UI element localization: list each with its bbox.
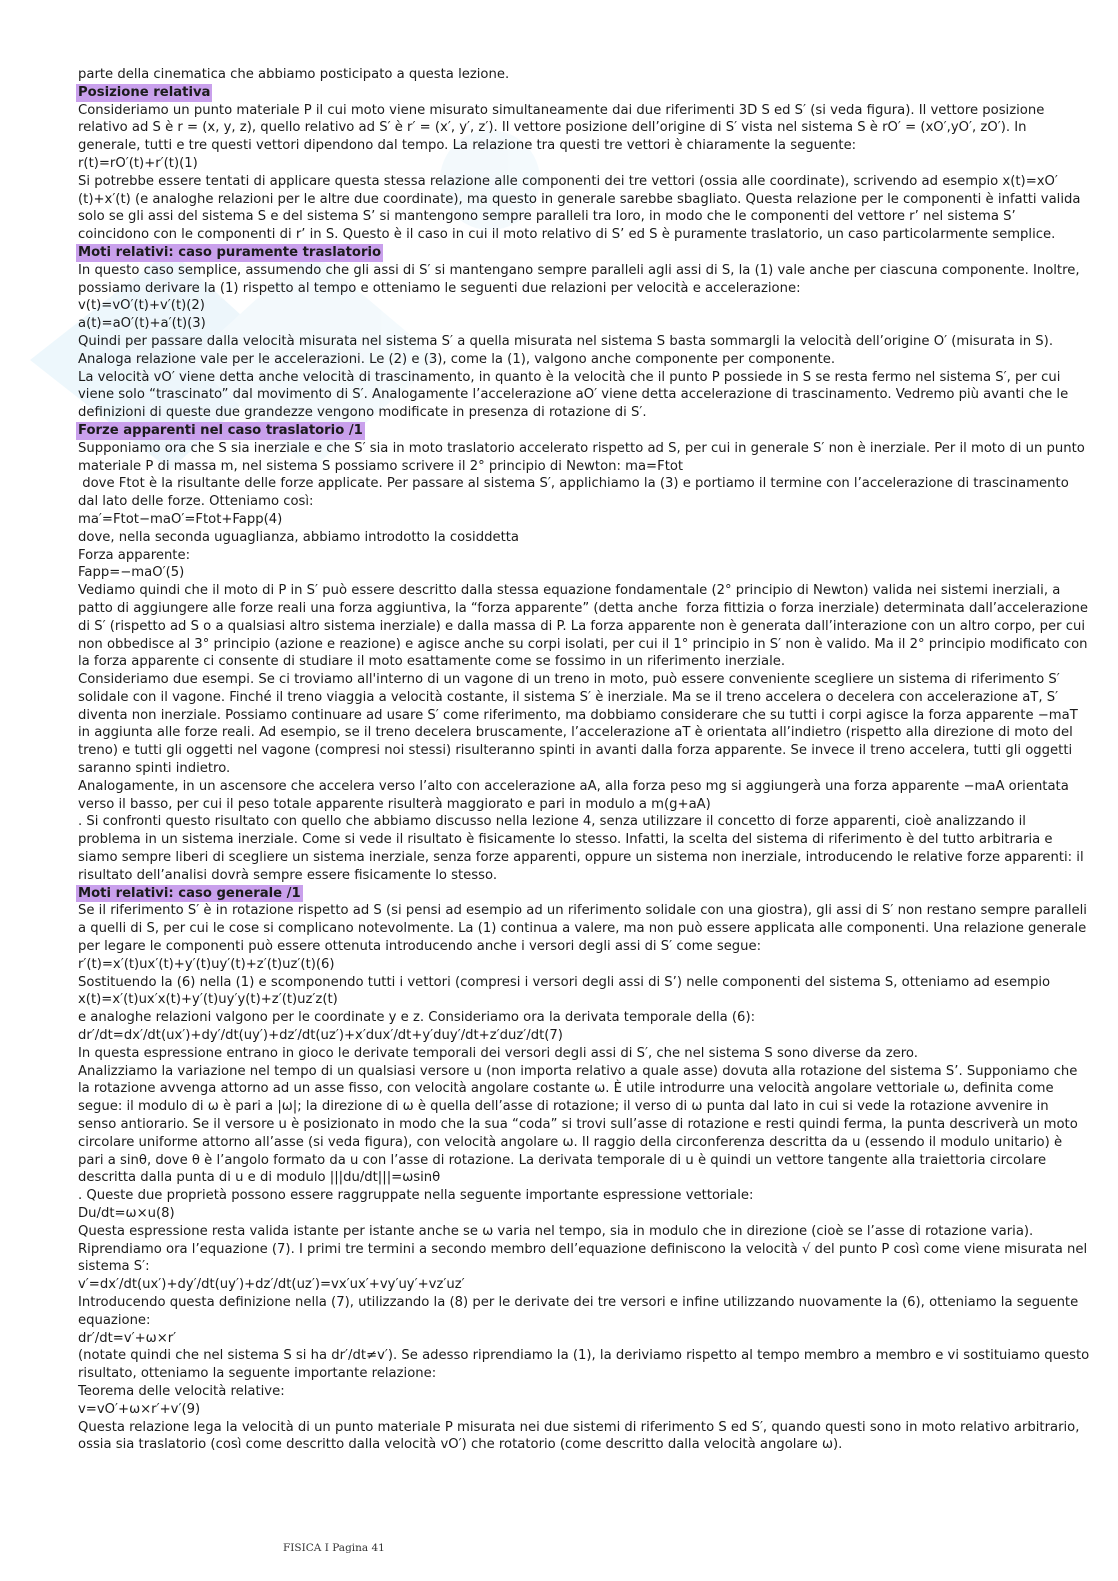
paragraph: . Queste due proprietà possono essere raggruppate nella seguente importante espressione vettoriale:: [78, 1188, 754, 1204]
paragraph: Si potrebbe essere tentati di applicare questa stessa relazione alle componenti dei tre vettori (ossia alle coordinate), scrivendo ad esempio x(t)=xO′(t)+x′(t) (e analoghe relazioni per le altre due coordinate), ma questo in generale sarebbe sbagliato. Questa relazione per le componenti è infatti valida solo se gli assi del sistema S e del sistema S’ si mantengono sempre paralleli tra loro, in modo che le componenti del vettore r’ nel sistema S’ coincidono con le componenti di r’ in S. Questo è il caso in cui il moto relativo di S’ ed S è puramente traslatorio, un caso particolarmente semplice.: [78, 173, 1085, 243]
paragraph: Teorema delle velocità relative:: [78, 1383, 285, 1399]
paragraph: Vediamo quindi che il moto di P in S′ può essere descritto dalla stessa equazione fondamentale (2° principio di Newton) valida nei sistemi inerziali, a patto di aggiungere alle forze reali una forza aggiuntiva, la “forza apparente” (detta anche forza fittizia o forza inerziale) determinata dall’accelerazione di S′ (rispetto ad S o a qualsiasi altro sistema inerziale) e dalla massa di P. La forza apparente non è generata dall’interazione con un altro corpo, per cui non obbedisce al 3° principio (azione e reazione) e agisce anche su corpi isolati, per cui il 1° principio in S′ non è valido. Ma il 2° principio modificato con la forza apparente ci consente di studiare il moto esattamente come se fossimo in un riferimento inerziale.: [78, 583, 1093, 670]
paragraph: v=vO′+ω×r′+v′(9): [78, 1401, 201, 1417]
paragraph: Sostituendo la (6) nella (1) e scomponendo tutti i vettori (compresi i versori degli assi di S’) nelle componenti del sistema S, otteniamo ad esempio x(t)=x′(t)ux′x(t)+y′(t)uy′y(t)+z′(t)uz′z(t): [78, 974, 1055, 1008]
paragraph: Consideriamo due esempi. Se ci troviamo all'interno di un vagone di un treno in moto, può essere conveniente scegliere un sistema di riferimento S′ solidale con il vagone. Finché il treno viaggia a velocità costante, il sistema S′ è inerziale. Ma se il treno accelera o decelera con accelerazione aT, S′ diventa non inerziale. Possiamo continuare ad usare S′ come riferimento, ma dobbiamo considerare che su tutti i corpi agisce la forza apparente −maT in aggiunta alle forze reali. Ad esempio, se il treno decelera bruscamente, l’accelerazione aT è orientata all’indietro (rispetto alla direzione di moto del treno) e tutti gli oggetti nel vagone (compresi noi stessi) risulteranno spinti in avanti dalla forza apparente. Se invece il treno accelera, tutti gli oggetti saranno spinti indietro.: [78, 672, 1082, 777]
paragraph: Supponiamo ora che S sia inerziale e che S′ sia in moto traslatorio accelerato rispetto ad S, per cui in generale S′ non è inerziale. Per il moto di un punto materiale P di massa m, nel sistema S possiamo scrivere il 2° principio di Newton: ma=Ftot: [78, 440, 1090, 474]
paragraph: Riprendiamo ora l’equazione (7). I primi tre termini a secondo membro dell’equazione definiscono la velocità √ del punto P così come viene misurata nel sistema S′:: [78, 1241, 1092, 1275]
paragraph: dr′/dt=dx′/dt(ux′)+dy′/dt(uy′)+dz′/dt(uz′)+x′dux′/dt+y′duy′/dt+z′duz′/dt(7): [78, 1028, 563, 1044]
paragraph: In questa espressione entrano in gioco le derivate temporali dei versori degli assi di S′, che nel sistema S sono diverse da zero.: [78, 1045, 918, 1061]
section-heading-label: Forze apparenti nel caso traslatorio /1: [78, 422, 363, 438]
paragraph: dr′/dt=v′+ω×r′: [78, 1330, 177, 1346]
paragraph: v′=dx′/dt(ux′)+dy′/dt(uy′)+dz′/dt(uz′)=vx′ux′+vy′uy′+vz′uz′: [78, 1277, 465, 1293]
section-heading-label: Posizione relativa: [78, 84, 211, 100]
paragraph: parte della cinematica che abbiamo posticipato a questa lezione.: [78, 67, 510, 82]
section-heading: [78, 244, 1090, 262]
paragraph: Fapp=−maO′(5): [78, 565, 185, 581]
paragraph: ma′=Ftot−maO′=Ftot+Fapp(4): [78, 511, 283, 527]
document-body: [78, 66, 1094, 1454]
paragraph: Analizziamo la variazione nel tempo di un qualsiasi versore u (non importa relativo a quale asse) dovuta alla rotazione del sistema S’. Supponiamo che la rotazione avvenga attorno ad un asse fisso, con velocità angolare costante ω. È utile introdurre una velocità angolare vettoriale ω, definita come segue: il modulo di ω è pari a |ω|; la direzione di ω è quella dell’asse di rotazione; il verso di ω punta dal lato in cui si vede la rotazione avvenire in senso antiorario. Se il versore u è posizionato in modo che la sua “coda” si trovi sull’asse di rotazione e resti quindi ferma, la punta descriverà un moto circolare uniforme attorno all’asse (si veda figura), con velocità angolare ω. Il raggio della circonferenza descritta da u (essendo il modulo unitario) è pari a sinθ, dove θ è l’angolo formato da u con l’asse di rotazione. La derivata temporale di u è quindi un vettore tangente alla traiettoria circolare descritta dalla punta di u e di modulo |||du/dt|||=ωsinθ: [78, 1063, 1082, 1186]
paragraph: La velocità vO′ viene detta anche velocità di trascinamento, in quanto è la velocità che il punto P possiede in S se resta fermo nel sistema S′, per cui viene solo “trascinato” dal movimento di S′. Analogamente l’accelerazione aO′ viene detta accelerazione di trascinamento. Vedremo più avanti che le definizioni di queste due grandezze vengono modificate in presenza di rotazione di S′.: [78, 369, 1073, 421]
paragraph: a(t)=aO′(t)+a′(t)(3): [78, 316, 206, 332]
paragraph: Forza apparente:: [78, 547, 191, 563]
section-heading: [78, 422, 1090, 440]
paragraph: Se il riferimento S′ è in rotazione rispetto ad S (si pensi ad esempio ad un riferimento solidale con una giostra), gli assi di S′ non restano sempre paralleli a quelli di S, per cui le cose si complicano notevolmente. La (1) continua a valere, ma non può essere applicata alle componenti. Una relazione generale per legare le componenti può essere ottenuta introducendo anche i versori degli assi di S′ come segue:: [78, 903, 1092, 955]
paragraph: r′(t)=x′(t)ux′(t)+y′(t)uy′(t)+z′(t)uz′(t)(6): [78, 956, 335, 972]
paragraph: Introducendo questa definizione nella (7), utilizzando la (8) per le derivate dei tre versori e infine utilizzando nuovamente la (6), otteniamo la seguente equazione:: [78, 1294, 1083, 1328]
section-heading-label: Moti relativi: caso puramente traslatorio: [78, 244, 382, 260]
paragraph: Consideriamo un punto materiale P il cui moto viene misurato simultaneamente dai due riferimenti 3D S ed S′ (si veda figura). Il vettore posizione relativo ad S è r = (x, y, z), quello relativo ad S′ è r′ = (x′, y′, z′). Il vettore posizione dell’origine di S′ vista nel sistema S è rO′ = (xO′,yO′, zO′). In generale, tutti e tre questi vettori dipendono dal tempo. La relazione tra questi tre vettori è chiaramente la seguente:: [78, 102, 1049, 154]
paragraph: v(t)=vO′(t)+v′(t)(2): [78, 298, 205, 314]
paragraph: r(t)=rO′(t)+r′(t)(1): [78, 155, 198, 171]
paragraph: Questa espressione resta valida istante per istante anche se ω varia nel tempo, sia in modulo che in direzione (cioè se l’asse di rotazione varia).: [78, 1223, 1034, 1239]
paragraph: dove, nella seconda uguaglianza, abbiamo introdotto la cosiddetta: [78, 529, 519, 545]
paragraph: Du/dt=ω×u(8): [78, 1206, 175, 1221]
paragraph: Quindi per passare dalla velocità misurata nel sistema S′ a quella misurata nel sistema S basta sommargli la velocità dell’origine O′ (misurata in S). Analoga relazione vale per le accelerazioni. Le (2) e (3), come la (1), valgono anche componente per componente.: [78, 333, 1058, 367]
paragraph: dove Ftot è la risultante delle forze applicate. Per passare al sistema S′, applichiamo la (3) e portiamo il termine con l’accelerazione di trascinamento dal lato delle forze. Otteniamo così:: [78, 476, 1073, 510]
section-heading: [78, 885, 1090, 903]
page-footer: FISICA I Pagina 41: [283, 1542, 385, 1554]
section-heading-label: Moti relativi: caso generale /1: [78, 885, 301, 901]
paragraph: Analogamente, in un ascensore che accelera verso l’alto con accelerazione aA, alla forza peso mg si aggiungerà una forza apparente −maA orientata verso il basso, per cui il peso totale apparente risulterà maggiorato e pari in modulo a m(g+aA): [78, 778, 1074, 812]
paragraph: e analoghe relazioni valgono per le coordinate y e z. Consideriamo ora la derivata temporale della (6):: [78, 1010, 756, 1026]
section-heading: [78, 84, 1090, 102]
paragraph: In questo caso semplice, assumendo che gli assi di S′ si mantengano sempre paralleli agli assi di S, la (1) vale anche per ciascuna componente. Inoltre, possiamo derivare la (1) rispetto al tempo e otteniamo le seguenti due relazioni per velocità e accelerazione:: [78, 262, 1084, 296]
paragraph: Questa relazione lega la velocità di un punto materiale P misurata nei due sistemi di riferimento S ed S′, quando questi sono in moto relativo arbitrario, ossia sia traslatorio (così come descritto dalla velocità vO′) che rotatorio (come descritto dalla velocità angolare ω).: [78, 1419, 1084, 1453]
paragraph: (notate quindi che nel sistema S si ha dr′/dt≠v′). Se adesso riprendiamo la (1), la deriviamo rispetto al tempo membro a membro e vi sostituiamo questo risultato, otteniamo la seguente importante relazione:: [78, 1348, 1094, 1382]
paragraph: . Si confronti questo risultato con quello che abbiamo discusso nella lezione 4, senza utilizzare il concetto di forze apparenti, cioè analizzando il problema in un sistema inerziale. Come si vede il risultato è fisicamente lo stesso. Infatti, la scelta del sistema di riferimento è del tutto arbitraria e siamo sempre liberi di scegliere un sistema inerziale, senza forze apparenti, oppure un sistema non inerziale, introducendo le relative forze apparenti: il risultato dell’analisi dovrà sempre essere fisicamente lo stesso.: [78, 814, 1088, 883]
